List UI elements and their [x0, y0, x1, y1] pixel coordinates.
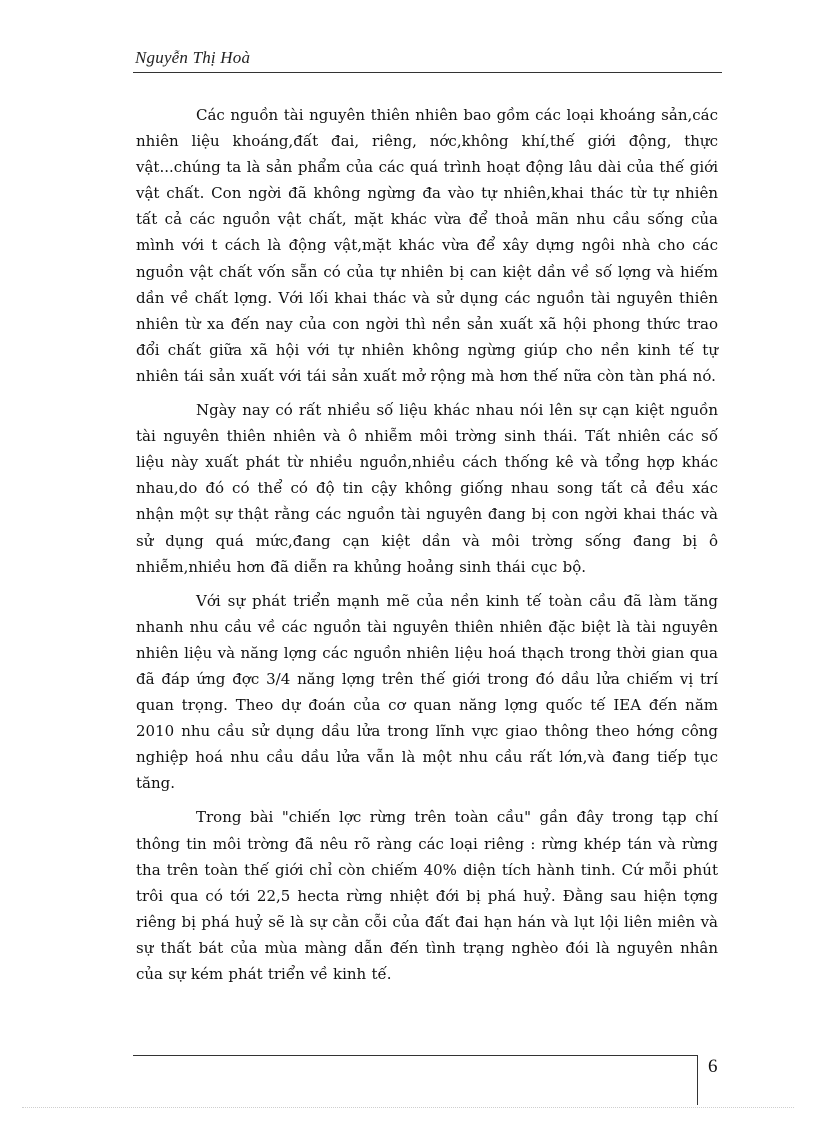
footer-rule — [133, 1055, 697, 1056]
page-number: 6 — [708, 1056, 718, 1077]
paragraph-3: Với sự phát triển mạnh mẽ của nền kinh tế toàn cầu đã làm tăng nhanh nhu cầu về các nguồn tài nguyên thiên nhiên đặc biệt là tài nguyên nhiên liệu và năng lợng các nguồn nhiên liệu hoá thạch trong thời gian qua đã đáp ứng đợc 3/4 năng lợng trên thế giới trong đó dầu lửa chiếm vị trí quan trọng. Theo dự đoán của cơ quan năng lợng quốc tế IEA đến năm 2010 nhu cầu sử dụng dầu lửa trong lĩnh vực giao thông theo hớng công nghiệp hoá nhu cầu dầu lửa vẫn là một nhu cầu rất lớn,và đang tiếp tục tăng. — [136, 591, 718, 793]
header-rule — [133, 72, 722, 73]
document-body — [136, 102, 718, 995]
header-author: Nguyễn Thị Hoà — [135, 48, 251, 67]
paragraph-1: Các nguồn tài nguyên thiên nhiên bao gồm các loại khoáng sản,các nhiên liệu khoáng,đất đai, riêng, nớc,không khí,thế giới động, thực vật...chúng ta là sản phẩm của các quá trình hoạt động lâu dài của thế giới vật chất. Con ngời đã không ngừng đa vào tự nhiên,khai thác từ tự nhiên tất cả các nguồn vật chất, mặt khác vừa để thoả mãn nhu cầu sống của mình với t cách là động vật,mặt khác vừa để xây dựng ngôi nhà cho các nguồn vật chất vốn sẵn có của tự nhiên bị can kiệt dần về số lợng và hiếm dần về chất lợng. Với lối khai thác và sử dụng các nguồn tài nguyên thiên nhiên từ xa đến nay của con ngời thì nền sản xuất xã hội phong thức trao đổi chất giữa xã hội với tự nhiên không ngừng giúp cho nền kinh tế tự nhiên tái sản xuất với tái sản xuất mở rộng mà hơn thế nữa còn tàn phá nó. — [136, 106, 718, 385]
footer-vertical-rule — [697, 1055, 698, 1105]
page-bottom-border — [22, 1107, 794, 1108]
paragraph-2: Ngày nay có rất nhiều số liệu khác nhau nói lên sự cạn kiệt nguồn tài nguyên thiên nhiên và ô nhiễm môi trờng sinh thái. Tất nhiên các số liệu này xuất phát từ nhiều nguồn,nhiều cách thống kê và tổng hợp khác nhau,do đó có thể có độ tin cậy không giống nhau song tất cả đều xác nhận một sự thật rằng các nguồn tài nguyên đang bị con ngời khai thác và sử dụng quá mức,đang cạn kiệt dần và môi trờng sống đang bị ô nhiễm,nhiều hơn đã diễn ra khủng hoảng sinh thái cục bộ. — [136, 401, 718, 576]
paragraph-4: Trong bài "chiến lợc rừng trên toàn cầu" gần đây trong tạp chí thông tin môi trờng đã nêu rõ ràng các loại riêng : rừng khép tán và rừng tha trên toàn thế giới chỉ còn chiếm 40% diện tích hành tinh. Cứ mỗi phút trôi qua có tới 22,5 hecta rừng nhiệt đới bị phá huỷ. Đằng sau hiện tợng riêng bị phá huỷ sẽ là sự cằn cỗi của đất đai hạn hán và lụt lội liên miên và sự thất bát của mùa màng dẫn đến tình trạng nghèo đói là nguyên nhân của sự kém phát triển về kinh tế. — [136, 808, 718, 983]
